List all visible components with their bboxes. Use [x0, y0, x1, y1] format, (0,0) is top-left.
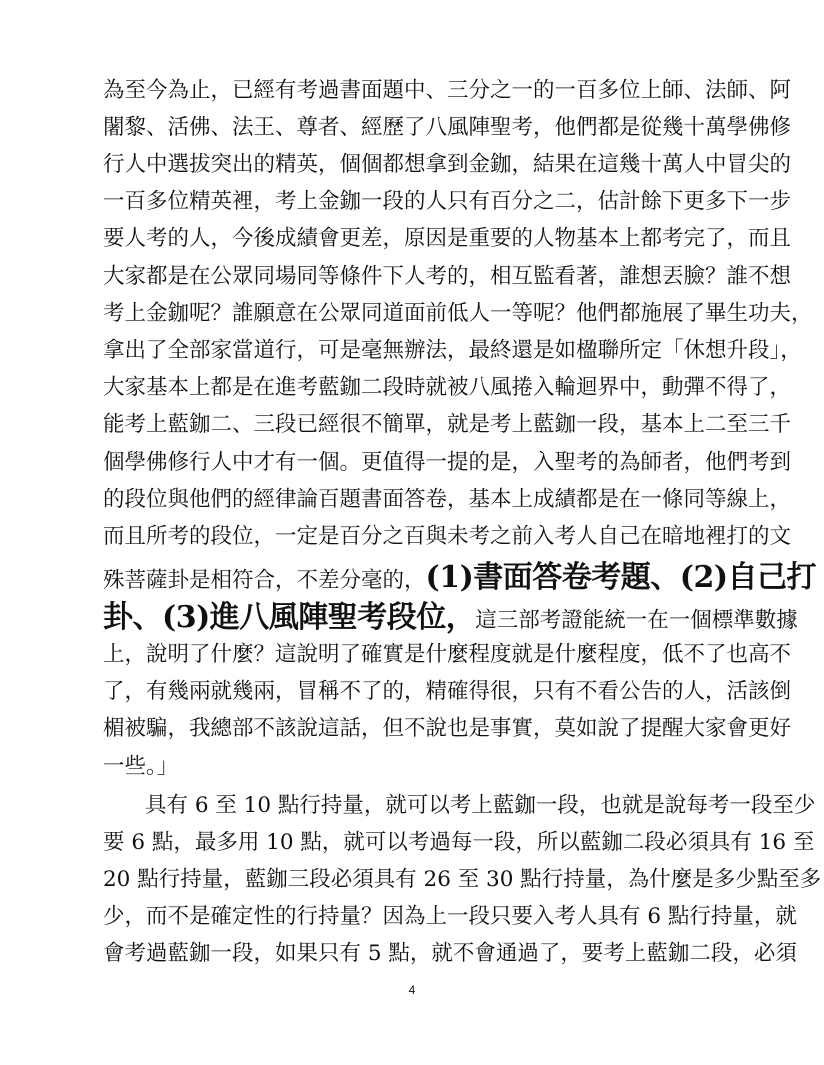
text-line: 一些。」: [103, 754, 179, 779]
text-span: 殊菩薩卦是相符合，不差分毫的，: [103, 568, 426, 593]
emphasis-text: (1)書面答卷考題、(2)自己打: [425, 560, 817, 595]
text-line: 會考過藍鉫一段，如果只有 5 點，就不會通過了，要考上藍鉫二段，必須: [103, 941, 797, 966]
text-line: 個學佛修行人中才有一個。更值得一提的是，入聖考的為師者，他們考到: [103, 450, 792, 475]
text-line: 能考上藍鉫二、三段已經很不簡單，就是考上藍鉫一段，基本上二至三千: [103, 412, 792, 437]
text-span: 這三部考證能統一在一個標準數據: [475, 608, 798, 633]
text-line: 上，說明了什麼？這說明了確實是什麼程度就是什麼程度，低不了也高不: [103, 642, 792, 667]
text-line: 的段位與他們的經律論百題書面答卷，基本上成績都是在一條同等線上，: [103, 487, 792, 512]
text-line-with-emphasis: [103, 597, 798, 639]
text-line: 大家都是在公眾同場同等條件下人考的，相互監看著，誰想丟臉？誰不想: [103, 264, 792, 289]
text-line: 拿出了全部家當道行，可是毫無辦法，最終還是如楹聯所定「休想升段」，: [103, 338, 802, 363]
text-line: 大家基本上都是在進考藍鉫二段時就被八風捲入輪迴界中，動彈不得了，: [103, 375, 792, 400]
page-number: 4: [408, 983, 416, 997]
text-line: 了，有幾兩就幾兩，冒稱不了的，精確得很，只有不看公告的人，活該倒: [103, 679, 792, 704]
text-line: 20 點行持量，藍鉫三段必須具有 26 至 30 點行持量，為什麼是多少點至多: [103, 867, 822, 892]
text-line: 而且所考的段位，一定是百分之百與未考之前入考人自己在暗地裡打的文: [103, 524, 792, 549]
text-line: 要人考的人，今後成績會更差，原因是重要的人物基本上都考完了，而且: [103, 226, 792, 251]
text-line: 楣被騙，我總部不該說這話，但不說也是事實，莫如說了提醒大家會更好: [103, 716, 792, 741]
text-line: 行人中選拔突出的精英，個個都想拿到金鉫，結果在這幾十萬人中冒尖的: [103, 152, 792, 177]
text-line: 具有 6 至 10 點行持量，就可以考上藍鉫一段，也就是說每考一段至少: [145, 793, 816, 818]
emphasis-text: 卦、(3)進八風陣聖考段位，: [103, 600, 476, 635]
text-line: 為至今為止，已經有考過書面題中、三分之一的一百多位上師、法師、阿: [103, 78, 792, 103]
text-line: 少，而不是確定性的行持量？因為上一段只要入考人具有 6 點行持量，就: [103, 904, 797, 929]
text-line: 要 6 點，最多用 10 點，就可以考過每一段，所以藍鉫二段必須具有 16 至: [103, 830, 815, 855]
text-line-with-emphasis: [103, 557, 817, 599]
text-line: 闍黎、活佛、法王、尊者、經歷了八風陣聖考，他們都是從幾十萬學佛修: [103, 115, 792, 140]
text-line: 考上金鉫呢？誰願意在公眾同道面前低人一等呢？他們都施展了畢生功夫，: [103, 301, 813, 326]
text-line: 一百多位精英裡，考上金鉫一段的人只有百分之二，估計餘下更多下一步: [103, 189, 792, 214]
